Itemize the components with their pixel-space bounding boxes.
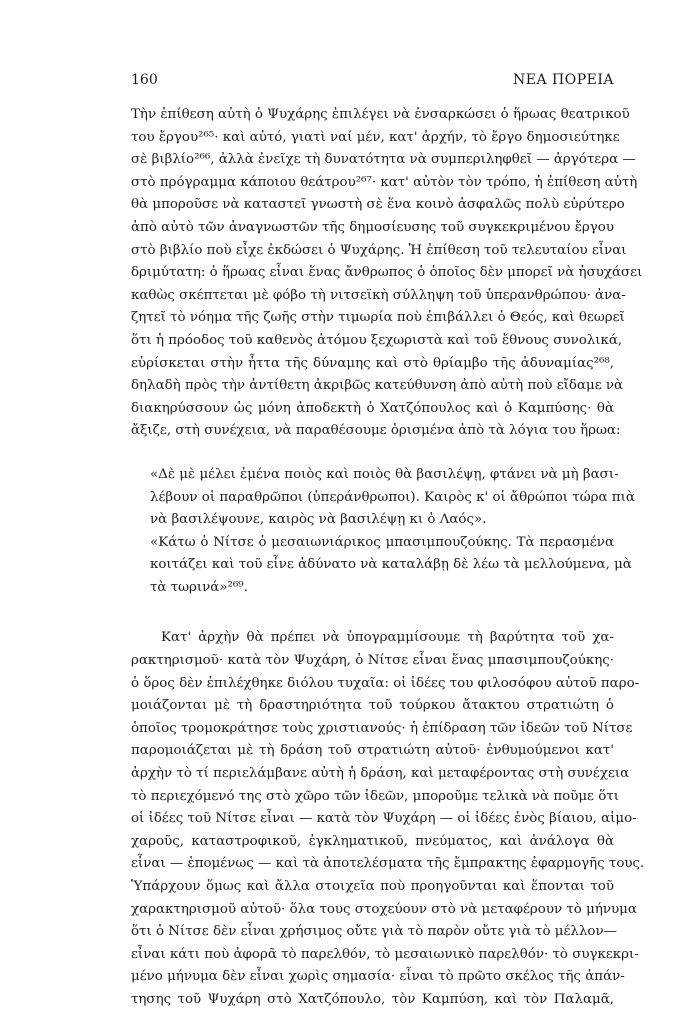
text-line: ὁποῖος τρομοκράτησε τοὺς χριστιανούς· ἡ ἐπίδραση τῶν ἰδεῶν τοῦ Νίτσε [131,720,633,736]
text-line: διακηρύσσουν ὡς μόνη ἀποδεκτὴ ὁ Χατζόπουλος καὶ ὁ Καμπύσης· θὰ [131,400,614,416]
body-text [131,104,645,1012]
journal-title: ΝΕΑ ΠΟΡΕΙΑ [513,72,614,88]
text-line: τὸ περιεχόμενό της στὸ χῶρο τῶν ἰδεῶν, μποροῦμε τελικὰ νὰ ποῦμε ὅτι [131,788,619,804]
text-line: Κατ' ἀρχὴν θὰ πρέπει νὰ ὑπογραμμίσουμε τὴ βαρύτητα τοῦ χα- [161,630,614,646]
quote-line: λέβουν οἱ παραθρῶποι (ὑπεράνθρωποι). Καιρὸς κ' οἱ ἄθρώποι τώρα πιὰ [150,489,635,505]
text-line: ἄξιζε, στὴ συνέχεια, νὰ παραθέσουμε ὁρισμένα ἀπὸ τὰ λόγια του ἥρωα: [131,423,621,439]
text-line: Ὑπάρχουν ὅμως καὶ ἄλλα στοιχεῖα ποὺ προηγοῦνται καὶ ἕπονται τοῦ [131,879,614,894]
text-line: καθὼς σκέπτεται μὲ φόβο τὴ νιτσεϊκὴ σύλληψη τοῦ ὑπερανθρώπου· ἀνα- [131,287,626,303]
quote-line: νὰ βασιλέψουνε, καιρὸς νὰ βασιλέψῃ κι ὁ Λαός». [150,512,487,528]
text-line: εὑρίσκεται στὴν ἧττα τῆς δύναμης καὶ στὸ θρίαμβο τῆς ἀδυναμίας²⁶⁸, [131,355,614,371]
text-line: ὅτι ὁ Νίτσε δὲν εἶναι χρήσιμος οὔτε γιὰ τὸ παρὸν οὔτε γιὰ τὸ μέλλον— [131,924,617,940]
text-line: Τὴν ἐπίθεση αὐτὴ ὁ Ψυχάρης ἐπιλέγει νὰ ἐνσαρκώσει ὁ ἥρωας θεατρικοῦ [131,107,630,122]
text-line: μένο μήνυμα δὲν εἶναι χωρὶς σημασία· εἶναι τὸ πρῶτο σκέλος τῆς ἀπάν- [131,969,625,985]
quote-1 [131,464,635,532]
text-line: στὸ πρόγραμμα κάποιου θεάτρου²⁶⁷· κατ' αὐτὸν τὸν τρόπο, ἡ ἐπίθεση αὐτὴ [131,174,638,190]
quote-line: «Δὲ μὲ μέλει ἐμένα ποιὸς καὶ ποιὸς θὰ βασιλέψῃ, φτάνει νὰ μὴ βασι- [150,466,619,482]
text-line: ζητεῖ τὸ νόημα τῆς ζωῆς στὴν τιμωρία ποὺ ἐπιβάλλει ὁ Θεός, καὶ θεωρεῖ [131,310,625,326]
text-line: δριμύτατη: ὁ ἥρωας εἶναι ἕνας ἄνθρωπος ὁ ὁποῖος δὲν μπορεῖ νὰ ἡσυχάσει [131,265,643,281]
text-line: ἀρχὴν τὸ τί περιελάμβανε αὐτὴ ἡ δράση, καὶ μεταφέροντας στὴ συνέχεια [131,766,630,782]
quote-2 [131,532,632,600]
running-head [131,72,614,88]
text-line: ὅτι ἡ πρόοδος τοῦ καθενὸς ἀτόμου ξεχωριστὰ καὶ τοῦ ἔθνους συνολικά, [131,332,623,348]
text-line: παρομοιάζεται μὲ τὴ δράση τοῦ στρατιώτη αὐτοῦ· ἐνθυμούμενοι κατ' [131,743,614,759]
text-line: ἀπὸ αὐτὸ τῶν ἀναγνωστῶν τῆς δημοσίευσης τοῦ συγκεκριμένου ἔργου [131,219,614,235]
text-line: χαρακτηρισμοῦ αὐτοῦ· ὅλα τους στοχεύουν στὸ νὰ μεταφέρουν τὸ μήνυμα [131,901,637,917]
paragraph-1 [131,104,643,443]
text-line: μοιάζονται μὲ τὴ δραστηριότητα τοῦ τούρκου ἄτακτου στρατιώτη ὁ [131,698,614,714]
paragraph-2 [131,627,645,1011]
text-line: θὰ μποροῦσε νὰ καταστεῖ γνωστὴ σὲ ἕνα κοινὸ ἀσφαλῶς πολὺ εὐρύτερο [131,197,625,213]
text-line: οἱ ἰδέες τοῦ Νίτσε εἶναι — κατὰ τὸν Ψυχάρη — οἱ ἰδέες ἑνὸς βίαιου, αἱμο- [131,811,637,827]
text-line: σὲ βιβλίο²⁶⁶, ἀλλὰ ἐνεῖχε τὴ δυνατότητα νὰ συμπεριληφθεῖ — ἀργότερα — [131,152,636,168]
quote-line: κοιτάζει καὶ τοῦ εἶνε ἀδύνατο νὰ καταλάβῃ δὲ λέω τὰ μελλούμενα, μὰ [150,557,632,573]
quote-line: τὰ τωρινά»²⁶⁹. [150,579,248,595]
text-line: δηλαδὴ πρὸς τὴν ἀντίθετη ἀκριβῶς κατεύθυνση ἀπὸ αὐτὴ ποὺ εἴδαμε νὰ [131,378,624,394]
page-number: 160 [131,72,158,88]
text-line: τησης τοῦ Ψυχάρη στὸ Χατζόπουλο, τὸν Καμπύση, καὶ τὸν Παλαμᾶ, [131,991,614,1007]
text-line: στὸ βιβλίο ποὺ εἶχε ἐκδώσει ὁ Ψυχάρης. Ἡ ἐπίθεση τοῦ τελευταίου εἶναι [131,242,627,258]
text-line: ρακτηρισμοῦ· κατὰ τὸν Ψυχάρη, ὁ Νίτσε εἶναι ἕνας μπασιμπουζούκης· [131,653,614,669]
text-line: εἶναι — ἑπομένως — καὶ τὰ ἀποτελέσματα τῆς ἔμπρακτης ἐφαρμογῆς τους. [131,856,645,872]
text-line: του ἔργου²⁶⁵· καὶ αὐτό, γιατὶ ναί μέν, κατ' ἀρχήν, τὸ ἔργο δημοσιεύτηκε [131,129,620,145]
quote-line: «Κάτω ὁ Νίτσε ὁ μεσαιωνιάρικος μπασιμπουζούκης. Τὰ περασμένα [150,534,614,550]
text-line: ὁ ὅρος δὲν ἐπιλέχθηκε διόλου τυχαῖα: οἱ ἰδέες του φιλοσόφου αὐτοῦ παρο- [131,675,640,691]
text-line: εἶναι κάτι ποὺ ἀφορᾶ τὸ παρελθόν, τὸ μεσαιωνικὸ παρελθόν· τὸ συγκεκρι- [131,946,639,962]
text-line: χαροῦς, καταστροφικοῦ, ἐγκληματικοῦ, πνεύματος, καὶ ἀνάλογα θὰ [131,833,614,849]
